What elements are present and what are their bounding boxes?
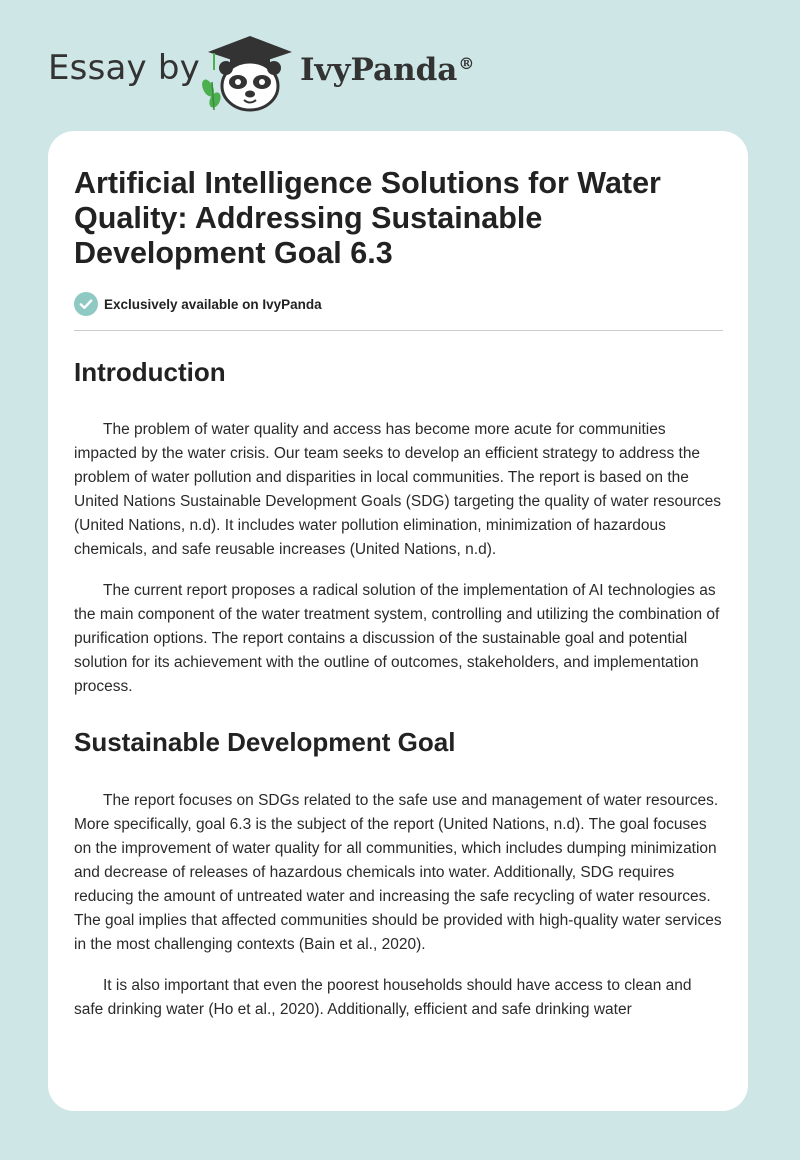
- document-card: [48, 131, 748, 1111]
- paragraph: The report focuses on SDGs related to the safe use and management of water resources. More specifically, goal 6.3 is the subject of the report (United Nations, n.d). The goal focuses on the improvement of water quality for all communities, which includes dumping minimization and decrease of releases of hazardous chemicals into water. Additionally, SDG requires reducing the amount of untreated water and increasing the safe recycling of water resources. The goal implies that affected communities should be provided with high-quality water services in the most challenging contexts (Bain et al., 2020).: [74, 792, 722, 953]
- registered-mark: ®: [458, 53, 475, 73]
- paragraph: The current report proposes a radical solution of the implementation of AI technologies as the main component of the water treatment system, controlling and utilizing the combination of purification options. The report contains a discussion of the sustainable goal and potential solution for its achievement with the outline of outcomes, stakeholders, and implementation process.: [74, 582, 720, 695]
- title-line-1: Artificial Intelligence Solutions for Water: [74, 166, 661, 200]
- essay-by-label: Essay by: [48, 48, 200, 88]
- document-content: [74, 166, 724, 1022]
- document-title: [74, 166, 724, 271]
- title-divider: [74, 330, 723, 331]
- section-heading-introduction: Introduction: [74, 357, 226, 387]
- title-line-2: Quality: Addressing Sustainable: [74, 201, 543, 235]
- exclusive-label: Exclusively available on IvyPanda: [104, 296, 322, 312]
- paragraph: The problem of water quality and access has become more acute for communities impacted by the water crisis. Our team seeks to develop an efficient strategy to address the problem of water pollution and disparities in local communities. The report is based on the United Nations Sustainable Development Goals (SDG) targeting the quality of water resources (United Nations, n.d). It includes water pollution elimination, minimization of hazardous chemicals, and safe reusable increases (United Nations, n.d).: [74, 421, 722, 558]
- brand-name-text: IvyPanda: [300, 52, 458, 88]
- paragraph: It is also important that even the poorest households should have access to clean and safe drinking water (Ho et al., 2020). Additionally, efficient and safe drinking water: [74, 977, 692, 1018]
- panda-logo-svg: [200, 34, 295, 112]
- check-circle-icon: [74, 292, 98, 316]
- brand-name[interactable]: [300, 52, 474, 88]
- exclusive-badge: [74, 292, 724, 316]
- site-header: [0, 0, 800, 130]
- panda-graduate-icon[interactable]: [200, 34, 295, 112]
- section-heading-sdg: Sustainable Development Goal: [74, 727, 456, 757]
- title-line-3: Development Goal 6.3: [74, 236, 393, 270]
